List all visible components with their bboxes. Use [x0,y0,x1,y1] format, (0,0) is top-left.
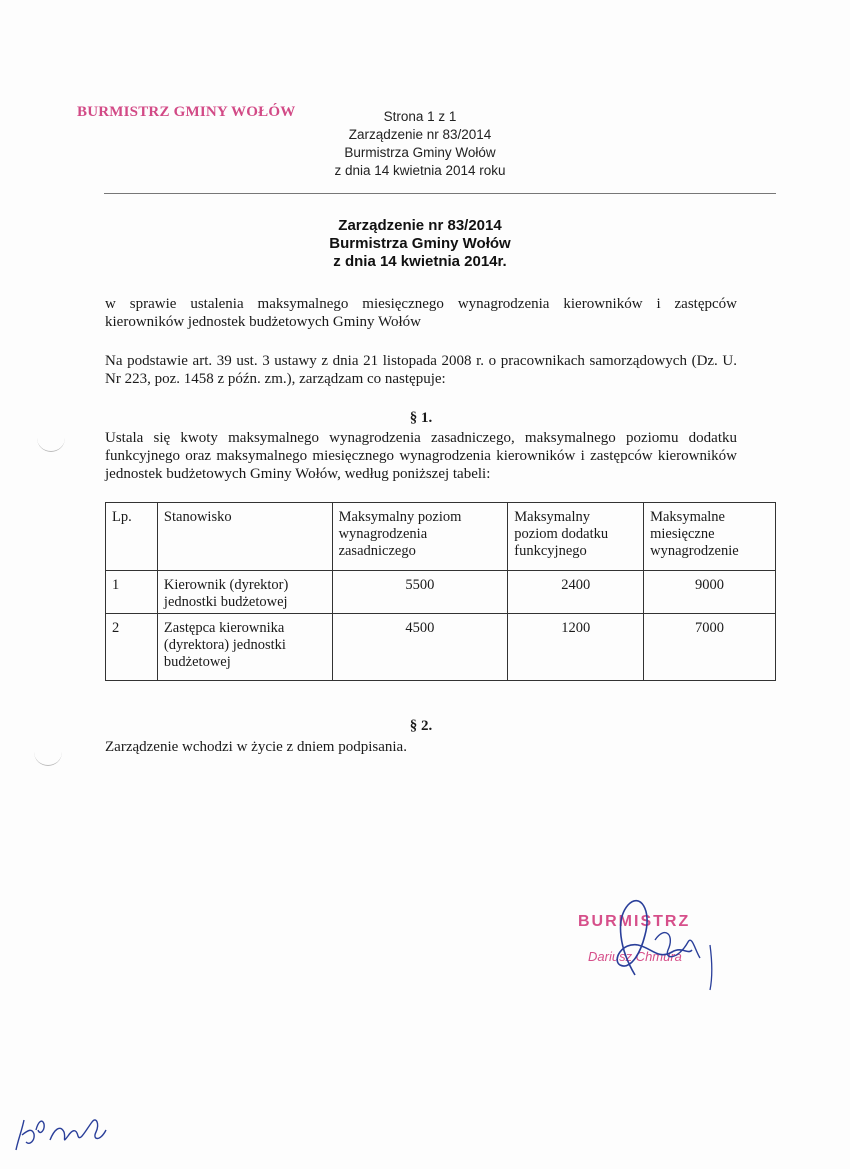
table-cell-base-salary: 5500 [332,571,508,614]
table-cell-position: Kierownik (dyrektor) jednostki budżetowej [157,571,332,614]
table-cell-function-allowance: 1200 [508,614,644,681]
signature-stamp-title: BURMISTRZ [578,913,691,930]
title-ordinance-number: Zarządzenie nr 83/2014 [338,217,502,234]
table-cell-position: Zastępca kierownika (dyrektora) jednostki budżetowej [157,614,332,681]
subject-paragraph: w sprawie ustalenia maksymalnego miesięcznego wynagrodzenia kierowników i zastępców kierowników jednostek budżetowych Gminy Wołów [105,296,737,330]
punch-hole-mark [37,437,65,452]
section-2-heading: § 2. [409,718,433,734]
header-date: z dnia 14 kwietnia 2014 roku [334,163,506,178]
document-title [200,217,640,271]
handwritten-annotation [8,1090,118,1160]
table-header-cell: Stanowisko [157,503,332,571]
title-issuer: Burmistrza Gminy Wołów [329,235,511,252]
section-2-text: Zarządzenie wchodzi w życie z dniem podpisania. [105,739,407,755]
table-header-row [106,503,776,571]
section-1-heading: § 1. [409,410,433,426]
signature-stamp-name: Dariusz Chmura [588,949,682,964]
table-cell-lp: 2 [106,614,158,681]
table-row [106,614,776,681]
table-header-cell: Maksymalny poziom wynagrodzenia zasadniczego [332,503,508,571]
header-divider [104,193,776,194]
header-issuer: Burmistrza Gminy Wołów [344,145,496,160]
table-header-cell: Lp. [106,503,158,571]
table-cell-function-allowance: 2400 [508,571,644,614]
title-date: z dnia 14 kwietnia 2014r. [333,253,507,270]
table-row [106,571,776,614]
punch-hole-mark [34,751,62,766]
table-cell-monthly-salary: 9000 [644,571,776,614]
salary-table [105,502,776,681]
section-1-text: Ustala się kwoty maksymalnego wynagrodzenia zasadniczego, maksymalnego poziomu dodatku funkcyjnego oraz maksymalnego miesięcznego wynagrodzenia kierowników i zastępców kierowników jednostek budżetowych Gminy Wołów, według poniższej tabeli: [105,430,737,482]
table-cell-lp: 1 [106,571,158,614]
handwritten-signature [560,880,730,1000]
table-header-cell: Maksymalny poziom dodatku funkcyjnego [508,503,644,571]
table-cell-base-salary: 4500 [332,614,508,681]
page-number: Strona 1 z 1 [383,109,457,124]
page-header [300,108,540,180]
table-header-cell: Maksymalne miesięczne wynagrodzenie [644,503,776,571]
legal-basis-paragraph: Na podstawie art. 39 ust. 3 ustawy z dnia 21 listopada 2008 r. o pracownikach samorządowych (Dz. U. Nr 223, poz. 1458 z późn. zm.), zarządzam co następuje: [105,353,737,387]
table-cell-monthly-salary: 7000 [644,614,776,681]
header-stamp: BURMISTRZ GMINY WOŁÓW [77,104,296,120]
header-ordinance-number: Zarządzenie nr 83/2014 [348,127,492,142]
